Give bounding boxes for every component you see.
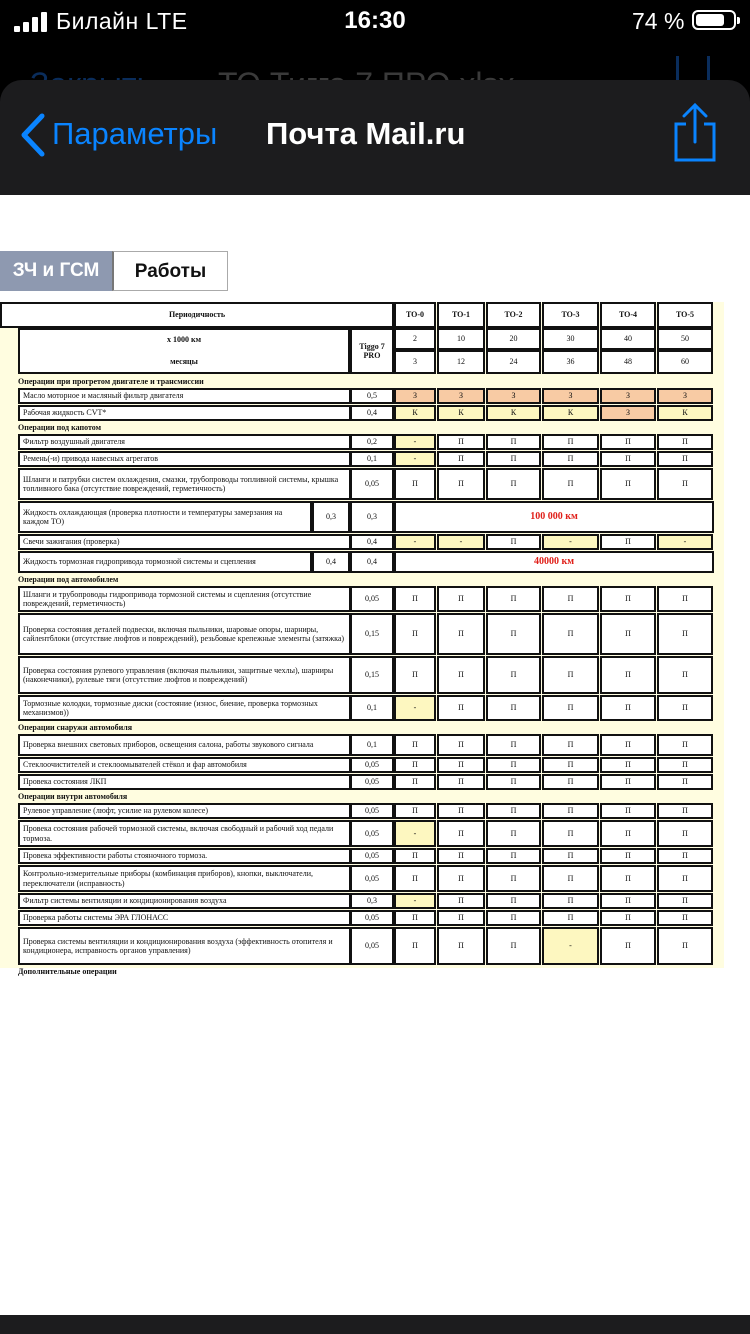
row-value-to-1[interactable]: П — [437, 434, 485, 450]
row-value-to-5[interactable]: П — [657, 848, 713, 864]
row-name[interactable]: Контрольно-измерительные приборы (комбинация приборов), кнопки, выключатели, переключатели (исправность) — [18, 865, 351, 892]
row-value-to-1[interactable]: П — [437, 734, 485, 756]
row-value-to-3[interactable]: П — [542, 910, 599, 926]
row-hours[interactable]: 0,05 — [350, 803, 394, 819]
row-hours[interactable]: 0,1 — [350, 451, 394, 467]
header-km-4[interactable]: 40 — [600, 328, 656, 350]
row-value-to-2[interactable]: П — [486, 434, 541, 450]
row-value-to-1[interactable]: - — [437, 534, 485, 550]
row-value-to-4[interactable]: П — [600, 734, 656, 756]
row-hours[interactable]: 0,05 — [350, 848, 394, 864]
section-title: Операции при прогретом двигателе и трансмиссии — [18, 377, 204, 386]
row-value-to-0[interactable]: П — [394, 803, 436, 819]
row-value-to-2[interactable]: П — [486, 656, 541, 694]
row-value-to-2[interactable]: П — [486, 927, 541, 965]
row-value-to-0[interactable]: П — [394, 927, 436, 965]
row-hours[interactable]: 0,4 — [350, 534, 394, 550]
tab-parts-fluids[interactable]: ЗЧ и ГСМ — [0, 251, 112, 291]
row-value-to-0[interactable]: К — [394, 405, 436, 421]
row-value-to-4[interactable]: П — [600, 865, 656, 892]
row-value-to-2[interactable]: П — [486, 910, 541, 926]
row-name[interactable]: Провека эффективности работы стояночного тормоза. — [18, 848, 351, 864]
header-to-5[interactable]: ТО-5 — [657, 302, 713, 328]
row-value-to-1[interactable]: К — [437, 405, 485, 421]
row-value-to-0[interactable]: - — [394, 893, 436, 909]
row-value-to-2[interactable]: П — [486, 734, 541, 756]
row-value-to-0[interactable]: П — [394, 910, 436, 926]
header-to-4[interactable]: ТО-4 — [600, 302, 656, 328]
row-value-to-4[interactable]: П — [600, 451, 656, 467]
tab-works[interactable]: Работы — [112, 251, 228, 291]
row-value-to-3[interactable]: П — [542, 774, 599, 790]
row-name[interactable]: Проверка системы вентиляции и кондиционирования воздуха (эффективность отопителя и кондиционера, исправность органов управления) — [18, 927, 351, 965]
row-value-to-3[interactable]: П — [542, 434, 599, 450]
row-value-to-4[interactable]: З — [600, 405, 656, 421]
row-value-to-1[interactable]: З — [437, 388, 485, 404]
header-periodicity[interactable]: Периодичность — [0, 302, 394, 328]
row-hours[interactable]: 0,05 — [350, 468, 394, 500]
header-to-0[interactable]: ТО-0 — [394, 302, 436, 328]
row-value-to-1[interactable]: П — [437, 927, 485, 965]
row-hours[interactable]: 0,3 — [350, 893, 394, 909]
row-hours[interactable]: 0,05 — [350, 927, 394, 965]
row-value-to-5[interactable]: П — [657, 656, 713, 694]
row-hours[interactable]: 0,5 — [350, 388, 394, 404]
row-value-to-1[interactable]: П — [437, 656, 485, 694]
row-hours[interactable]: 0,15 — [350, 656, 394, 694]
row-value-to-3[interactable]: П — [542, 757, 599, 773]
row-name[interactable]: Проверка внешних световых приборов, освещения салона, работы звукового сигнала — [18, 734, 351, 756]
row-value-to-0[interactable]: П — [394, 613, 436, 655]
row-interval[interactable]: 40000 км — [394, 551, 714, 573]
row-value-to-3[interactable]: К — [542, 405, 599, 421]
row-value-to-3[interactable]: П — [542, 848, 599, 864]
row-value-to-4[interactable]: П — [600, 468, 656, 500]
row-value-to-2[interactable]: П — [486, 613, 541, 655]
row-value-to-1[interactable]: П — [437, 451, 485, 467]
carrier-label: Билайн LTE — [56, 8, 188, 34]
row-value-to-5[interactable]: П — [657, 774, 713, 790]
row-value-to-4[interactable]: П — [600, 848, 656, 864]
row-value-to-0[interactable]: П — [394, 586, 436, 612]
section-title: Операции под автомобилем — [18, 575, 119, 584]
row-value-to-2[interactable]: П — [486, 586, 541, 612]
row-value-to-2[interactable]: П — [486, 893, 541, 909]
row-hours[interactable]: 0,4 — [350, 551, 394, 573]
row-value-to-3[interactable]: - — [542, 534, 599, 550]
row-value-to-0[interactable]: П — [394, 865, 436, 892]
row-value-to-0[interactable]: - — [394, 434, 436, 450]
row-hours[interactable]: 0,05 — [350, 910, 394, 926]
row-value-to-0[interactable]: П — [394, 656, 436, 694]
row-name[interactable]: Ремень(-и) привода навесных агрегатов — [18, 451, 351, 467]
header-months-label[interactable]: месяцы — [170, 357, 198, 367]
row-value-to-5[interactable]: П — [657, 613, 713, 655]
row-value-to-2[interactable]: К — [486, 405, 541, 421]
row-name[interactable]: Рабочая жидкость CVT* — [18, 405, 351, 421]
battery-icon — [692, 10, 736, 30]
row-name[interactable]: Масло моторное и масляный фильтр двигателя — [18, 388, 351, 404]
row-name[interactable]: Свечи зажигания (проверка) — [18, 534, 351, 550]
row-value-to-4[interactable]: П — [600, 910, 656, 926]
row-value-to-2[interactable]: П — [486, 534, 541, 550]
row-value-to-2[interactable]: П — [486, 757, 541, 773]
row-value-to-1[interactable]: П — [437, 820, 485, 847]
bottom-bar — [0, 1315, 750, 1334]
header-km-0[interactable]: 2 — [394, 328, 436, 350]
status-bar — [0, 0, 750, 44]
row-value-to-3[interactable]: П — [542, 893, 599, 909]
row-value-to-5[interactable]: П — [657, 734, 713, 756]
header-km-2[interactable]: 20 — [486, 328, 541, 350]
section-title: Дополнительные операции — [18, 967, 117, 976]
row-hours[interactable]: 0,1 — [350, 695, 394, 721]
header-month-5[interactable]: 60 — [657, 350, 713, 374]
section-title: Операции под капотом — [18, 423, 102, 432]
row-value-to-0[interactable]: П — [394, 774, 436, 790]
back-chevron-icon[interactable] — [18, 112, 48, 158]
row-value-to-0[interactable]: П — [394, 734, 436, 756]
row-name[interactable]: Тормозные колодки, тормозные диски (состояние (износ, биение, проверка тормозных механизмов)) — [18, 695, 351, 721]
row-value-to-5[interactable]: П — [657, 820, 713, 847]
row-value-to-5[interactable]: П — [657, 893, 713, 909]
row-value-to-5[interactable]: К — [657, 405, 713, 421]
header-month-2[interactable]: 24 — [486, 350, 541, 374]
row-value-to-5[interactable]: П — [657, 803, 713, 819]
row-name[interactable]: Проверка состояния рулевого управления (включая пыльники, защитные чехлы), шарниры (наконечники), рулевые тяги (отсутствие люфтов и повреждений) — [18, 656, 351, 694]
row-value-to-4[interactable]: П — [600, 893, 656, 909]
row-value-to-1[interactable]: П — [437, 695, 485, 721]
header-km-3[interactable]: 30 — [542, 328, 599, 350]
row-value-to-0[interactable]: - — [394, 695, 436, 721]
row-value-to-1[interactable]: П — [437, 893, 485, 909]
header-month-1[interactable]: 12 — [437, 350, 485, 374]
row-name[interactable]: Провека состояния рабочей тормозной системы, включая свободный и рабочий ход педали тормоза. — [18, 820, 351, 847]
row-value-to-5[interactable]: П — [657, 434, 713, 450]
section-title: Операции внутри автомобиля — [18, 792, 128, 801]
row-value-to-1[interactable]: П — [437, 803, 485, 819]
row-value-to-1[interactable]: П — [437, 848, 485, 864]
nav-title: Почта Mail.ru — [266, 116, 466, 151]
row-value-to-4[interactable]: П — [600, 927, 656, 965]
row-value-to-4[interactable]: П — [600, 774, 656, 790]
row-hours[interactable]: 0,05 — [350, 774, 394, 790]
header-km-5[interactable]: 50 — [657, 328, 713, 350]
row-value-to-4[interactable]: П — [600, 695, 656, 721]
row-value-to-3[interactable]: З — [542, 388, 599, 404]
row-value-to-2[interactable]: П — [486, 451, 541, 467]
header-to-2[interactable]: ТО-2 — [486, 302, 541, 328]
header-to-1[interactable]: ТО-1 — [437, 302, 485, 328]
row-hours[interactable]: 0,2 — [350, 434, 394, 450]
row-value-to-0[interactable]: - — [394, 820, 436, 847]
row-value-to-2[interactable]: П — [486, 865, 541, 892]
share-icon[interactable] — [672, 102, 718, 164]
row-name[interactable]: Проверка работы системы ЭРА ГЛОНАСС — [18, 910, 351, 926]
mail-sheet — [0, 80, 750, 1334]
row-value-to-1[interactable]: П — [437, 865, 485, 892]
row-name[interactable]: Фильтр воздушный двигателя — [18, 434, 351, 450]
row-value-to-1[interactable]: П — [437, 774, 485, 790]
row-hours[interactable]: 0,05 — [350, 820, 394, 847]
row-name[interactable]: Рулевое управление (люфт, усилие на рулевом колесе) — [18, 803, 351, 819]
row-value-to-3[interactable]: П — [542, 803, 599, 819]
document-preview[interactable] — [0, 195, 750, 1315]
back-button[interactable]: Параметры — [52, 116, 218, 151]
row-value-to-0[interactable]: П — [394, 848, 436, 864]
row-value-to-0[interactable]: З — [394, 388, 436, 404]
row-value-to-3[interactable]: П — [542, 468, 599, 500]
row-value-to-2[interactable]: П — [486, 848, 541, 864]
row-name[interactable]: Фильтр системы вентиляции и кондиционирования воздуха — [18, 893, 351, 909]
navigation-bar — [0, 80, 750, 192]
row-value-to-2[interactable]: П — [486, 695, 541, 721]
row-value-to-3[interactable]: - — [542, 927, 599, 965]
header-month-3[interactable]: 36 — [542, 350, 599, 374]
row-value-to-5[interactable]: П — [657, 865, 713, 892]
clock: 16:30 — [344, 7, 406, 34]
row-value-to-3[interactable]: П — [542, 451, 599, 467]
header-km-1[interactable]: 10 — [437, 328, 485, 350]
section-title: Операции снаружи автомобиля — [18, 723, 133, 732]
row-value-to-5[interactable]: П — [657, 910, 713, 926]
row-value-to-3[interactable]: П — [542, 695, 599, 721]
row-value-to-2[interactable]: П — [486, 774, 541, 790]
row-hours[interactable]: 0,4 — [350, 405, 394, 421]
row-value-to-4[interactable]: П — [600, 820, 656, 847]
row-value-to-1[interactable]: П — [437, 613, 485, 655]
row-hours[interactable]: 0,05 — [350, 865, 394, 892]
row-value-to-4[interactable]: П — [600, 656, 656, 694]
header-month-4[interactable]: 48 — [600, 350, 656, 374]
row-value-to-5[interactable]: П — [657, 927, 713, 965]
row-value-to-4[interactable]: П — [600, 434, 656, 450]
row-value-to-1[interactable]: П — [437, 910, 485, 926]
row-value-to-4[interactable]: П — [600, 803, 656, 819]
row-hours[interactable]: 0,05 — [350, 757, 394, 773]
row-value-to-5[interactable]: З — [657, 388, 713, 404]
row-value-to-3[interactable]: П — [542, 865, 599, 892]
header-km-label[interactable]: х 1000 км — [166, 335, 202, 345]
row-hours[interactable]: 0,05 — [350, 586, 394, 612]
row-value-to-5[interactable]: П — [657, 451, 713, 467]
row-value-to-0[interactable]: П — [394, 757, 436, 773]
maintenance-table — [0, 302, 724, 976]
row-name[interactable]: Проверка состояния деталей подвески, включая пыльники, шаровые опоры, шарниры, сайлентблоки (отсутствие люфтов и повреждений), резьбовые крепежные элементы (затяжка) — [18, 613, 351, 655]
row-name[interactable]: Шланги и патрубки систем охлаждения, смазки, трубопроводы топливной системы, крышка топливного бака (отсутствие повреждений, герметичность) — [18, 468, 351, 500]
header-to-3[interactable]: ТО-3 — [542, 302, 599, 328]
row-hours[interactable]: 0,1 — [350, 734, 394, 756]
row-value-to-4[interactable]: П — [600, 534, 656, 550]
row-value-to-2[interactable]: П — [486, 803, 541, 819]
row-name[interactable]: Провека состояния ЛКП — [18, 774, 351, 790]
row-value-to-4[interactable]: П — [600, 613, 656, 655]
row-value-to-1[interactable]: П — [437, 586, 485, 612]
row-value-to-4[interactable]: П — [600, 757, 656, 773]
row-value-to-3[interactable]: П — [542, 656, 599, 694]
row-name[interactable]: Жидкость тормозная гидропривода тормозной системы и сцепления — [18, 551, 312, 573]
row-value-to-5[interactable]: - — [657, 534, 713, 550]
row-value-to-3[interactable]: П — [542, 820, 599, 847]
row-value-to-5[interactable]: П — [657, 468, 713, 500]
row-value-to-1[interactable]: П — [437, 757, 485, 773]
row-name[interactable]: Стеклоочистителей и стеклоомывателей стёкол и фар автомобиля — [18, 757, 351, 773]
row-value-to-4[interactable]: П — [600, 586, 656, 612]
row-extra-hours[interactable]: 0,3 — [312, 501, 350, 533]
row-value-to-3[interactable]: П — [542, 613, 599, 655]
row-value-to-0[interactable]: - — [394, 534, 436, 550]
row-name[interactable]: Шланги и трубопроводы гидропривода тормозной системы и сцепления (отсутствие повреждений, герметичность) — [18, 586, 351, 612]
row-hours[interactable]: 0,3 — [350, 501, 394, 533]
row-value-to-0[interactable]: - — [394, 451, 436, 467]
row-value-to-3[interactable]: П — [542, 734, 599, 756]
row-interval[interactable]: 100 000 км — [394, 501, 714, 533]
battery-percent: 74 % — [632, 8, 685, 34]
row-value-to-2[interactable]: П — [486, 820, 541, 847]
row-value-to-5[interactable]: П — [657, 695, 713, 721]
row-hours[interactable]: 0,15 — [350, 613, 394, 655]
row-extra-hours[interactable]: 0,4 — [312, 551, 350, 573]
row-value-to-0[interactable]: П — [394, 468, 436, 500]
row-name[interactable]: Жидкость охлаждающая (проверка плотности и температуры замерзания на каждом ТО) — [18, 501, 312, 533]
row-value-to-4[interactable]: З — [600, 388, 656, 404]
row-value-to-5[interactable]: П — [657, 586, 713, 612]
header-month-0[interactable]: 3 — [394, 350, 436, 374]
row-value-to-5[interactable]: П — [657, 757, 713, 773]
row-value-to-2[interactable]: З — [486, 388, 541, 404]
header-model[interactable]: Tiggo 7 PRO — [350, 328, 394, 374]
row-value-to-2[interactable]: П — [486, 468, 541, 500]
row-value-to-1[interactable]: П — [437, 468, 485, 500]
row-value-to-3[interactable]: П — [542, 586, 599, 612]
